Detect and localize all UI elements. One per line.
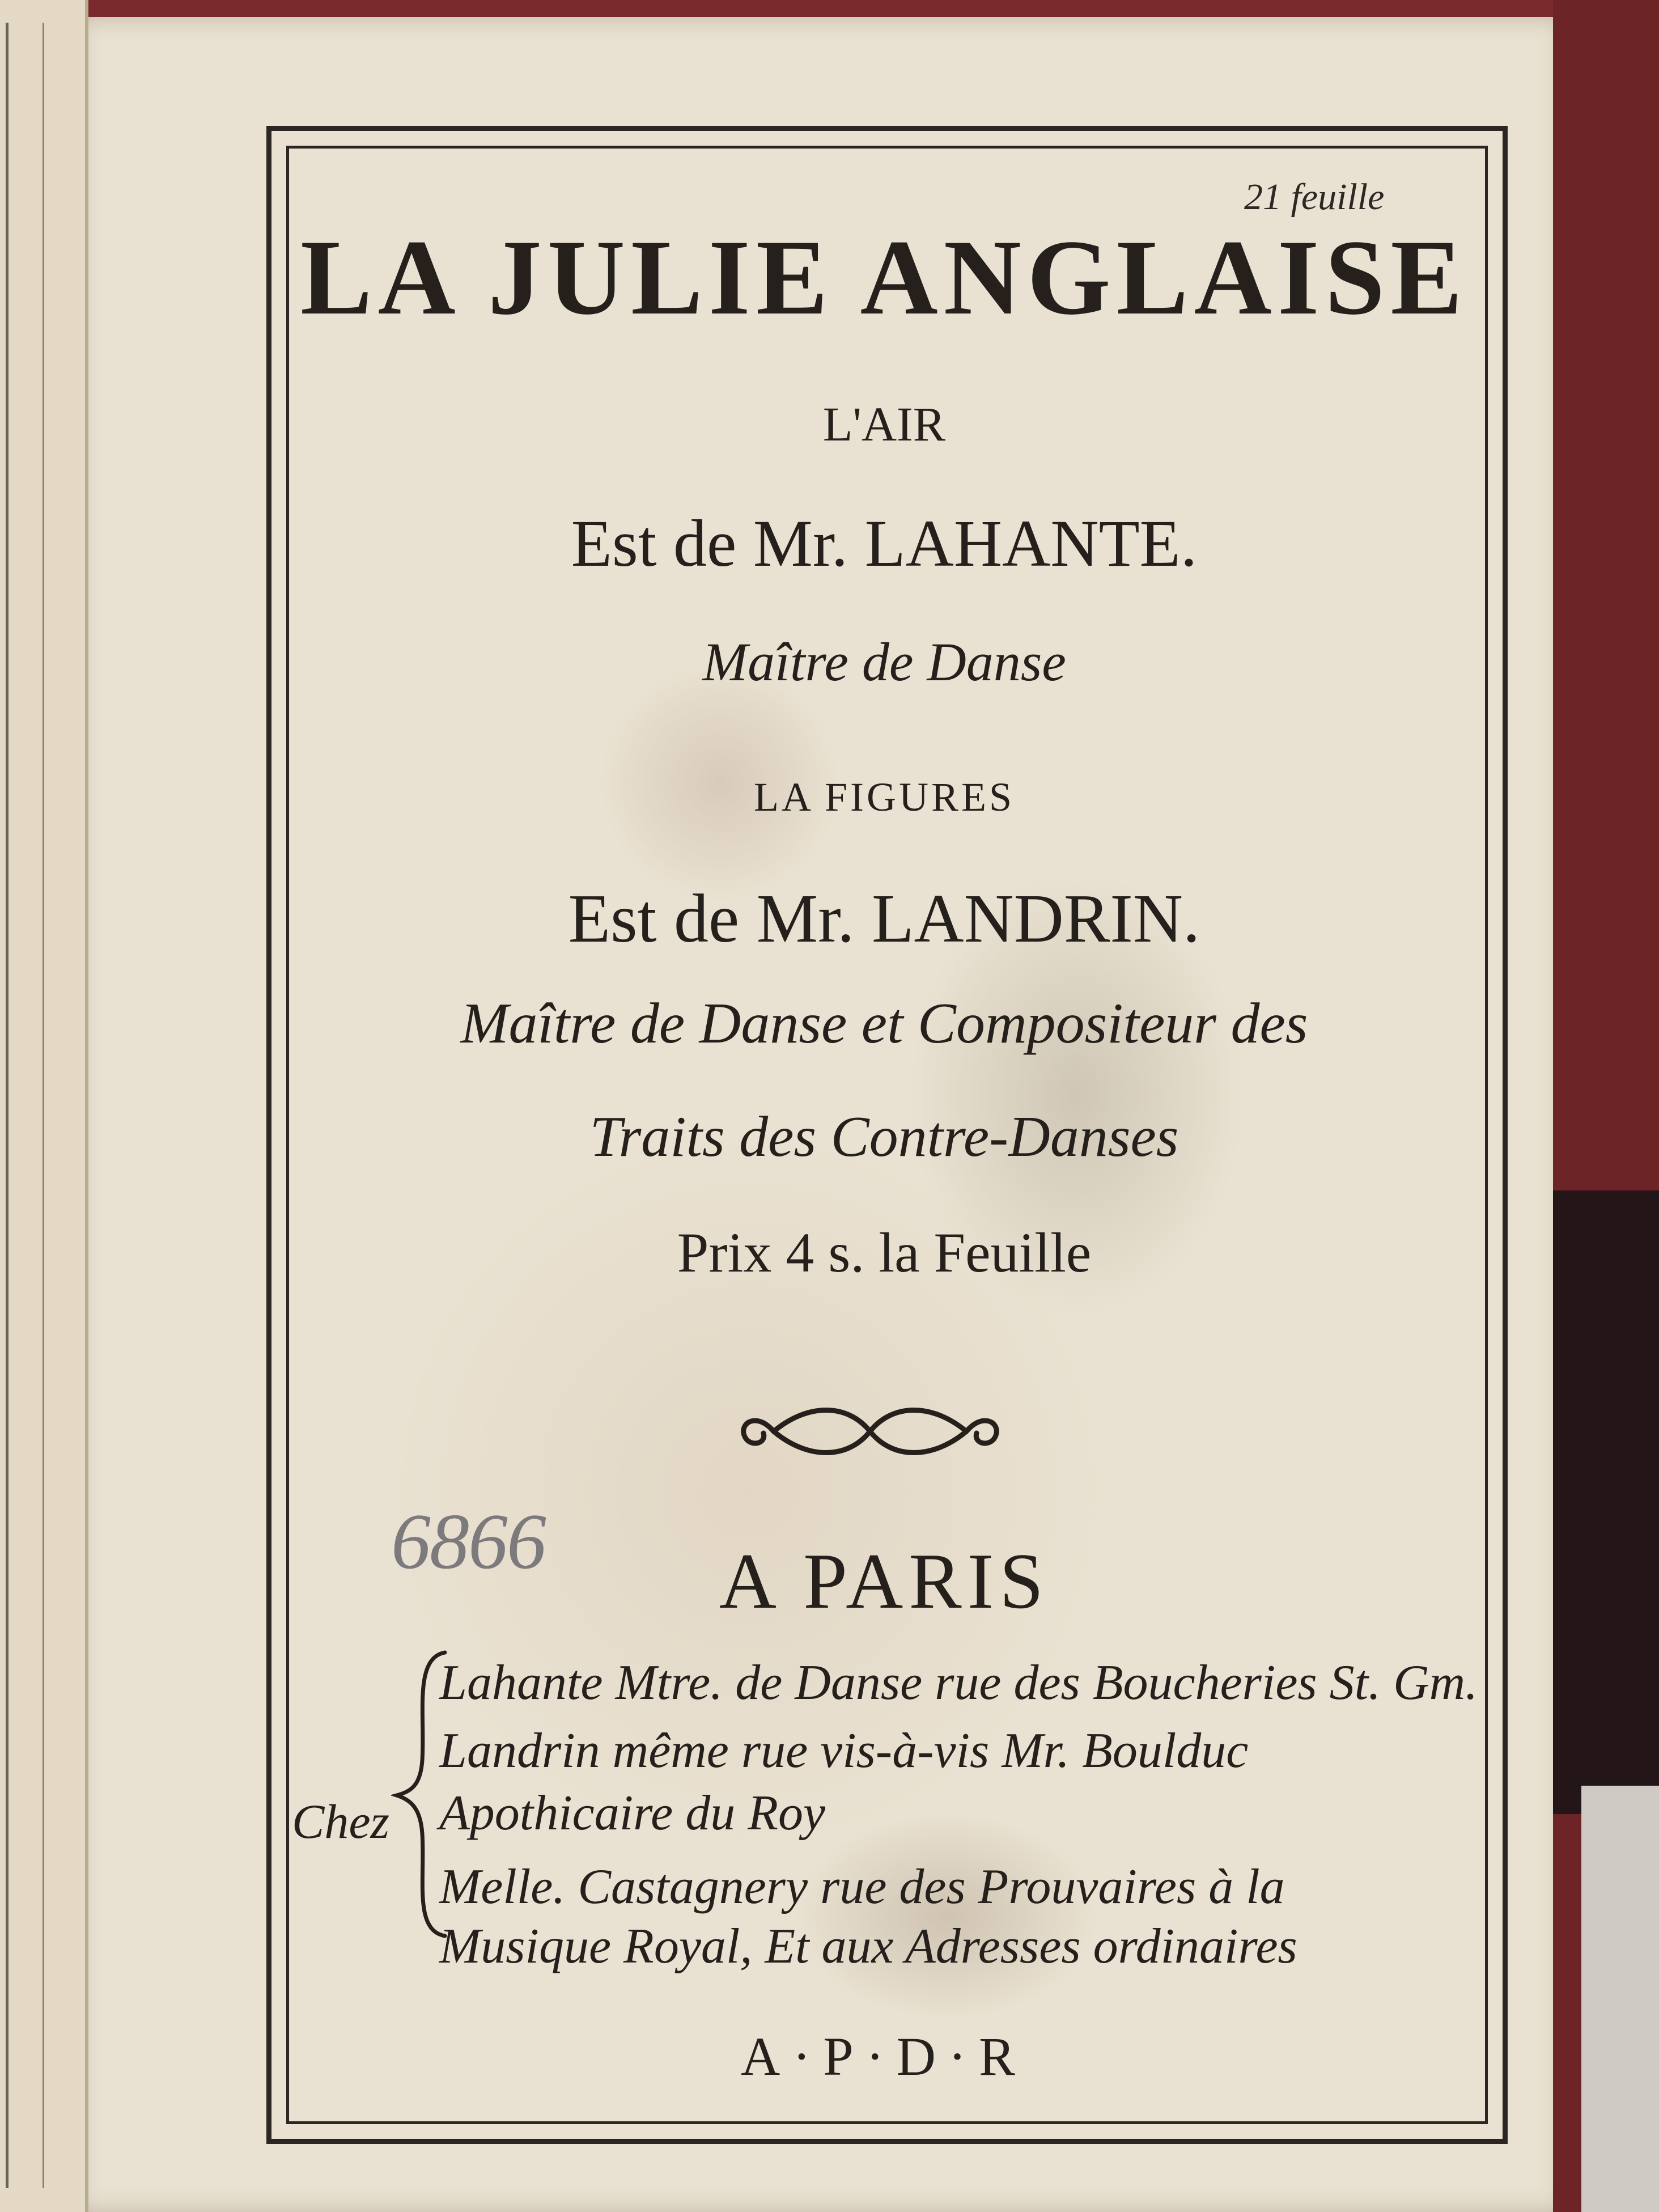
place-of-publication: A PARIS bbox=[719, 1537, 1050, 1625]
figures-author-role-line-1: Maître de Danse et Compositeur des bbox=[460, 991, 1308, 1056]
facing-page-edge bbox=[0, 0, 88, 2212]
privilege-mark: A·P·D·R bbox=[741, 2026, 1028, 2087]
air-author: Est de Mr. LAHANTE. bbox=[571, 506, 1198, 580]
air-heading: L'AIR bbox=[822, 397, 946, 451]
background-cloth bbox=[1581, 1786, 1659, 2212]
figures-author-role-line-2: Traits des Contre-Danses bbox=[589, 1105, 1179, 1169]
flourish-ornament-icon bbox=[734, 1400, 1006, 1463]
page-title: LA JULIE ANGLAISE bbox=[300, 218, 1469, 337]
price-line: Prix 4 s. la Feuille bbox=[677, 1221, 1092, 1284]
air-author-role: Maître de Danse bbox=[702, 632, 1066, 692]
catalog-number: 6866 bbox=[391, 1498, 545, 1586]
address-line: Melle. Castagnery rue des Prouvaires à la bbox=[439, 1859, 1285, 1914]
address-line: Landrin même rue vis-à-vis Mr. Boulduc bbox=[439, 1723, 1249, 1778]
figures-heading: LA FIGURES bbox=[753, 774, 1015, 820]
facing-page-rules bbox=[6, 23, 44, 2188]
address-line: Apothicaire du Roy bbox=[439, 1786, 826, 1841]
binding-shadow bbox=[1553, 1190, 1659, 1814]
address-line: Musique Royal, Et aux Adresses ordinaires bbox=[439, 1919, 1297, 1974]
pencil-note: 21 feuille bbox=[1244, 176, 1385, 218]
chez-label: Chez bbox=[292, 1794, 389, 1849]
figures-author: Est de Mr. LANDRIN. bbox=[568, 880, 1200, 957]
address-line: Lahante Mtre. de Danse rue des Boucheries St. Gm. bbox=[439, 1655, 1478, 1710]
